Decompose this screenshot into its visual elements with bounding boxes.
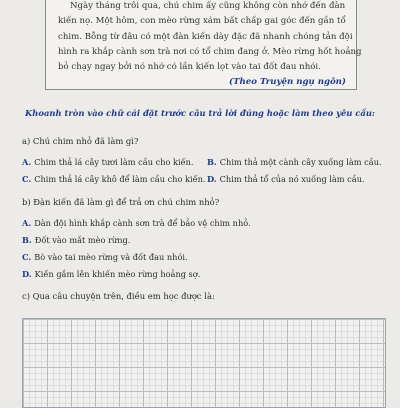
story-line-2: kiến nọ. Một hôm, con mèo rừng xám bất chấp gai góc đến gần tổ bbox=[58, 16, 346, 27]
question-a-option-a[interactable] bbox=[22, 157, 194, 167]
story-line-5: bỏ chạy ngay bởi nó nhớ có lần kiến lọt vào tai đốt đau nhói. bbox=[58, 62, 321, 73]
answer-grid[interactable] bbox=[22, 318, 386, 408]
option-text: Chim thả một cành cây xuống làm cầu. bbox=[219, 157, 382, 167]
option-text: Chim thả lá cây tươi làm cầu cho kiến. bbox=[34, 157, 194, 167]
option-letter: C. bbox=[22, 174, 32, 184]
story-line-4: hình ra khắp cành sơn trà nơi có tổ chim đang ở. Mèo rừng hốt hoảng bbox=[58, 46, 362, 57]
option-letter: D. bbox=[207, 174, 217, 184]
question-b-option-b[interactable] bbox=[22, 235, 130, 245]
story-box bbox=[45, 0, 362, 90]
option-letter: B. bbox=[22, 235, 32, 245]
question-a-option-d[interactable] bbox=[207, 174, 365, 184]
option-letter: C. bbox=[22, 252, 32, 262]
question-b-option-a[interactable] bbox=[22, 218, 251, 228]
question-a-option-c[interactable] bbox=[22, 174, 205, 184]
story-line-1: Ngày tháng trôi qua, chú chim ấy cũng không còn nhớ đến đàn bbox=[70, 1, 346, 11]
option-text: Kiến gắm lên khiến mèo rừng hoảng sợ. bbox=[34, 269, 201, 279]
story-source: (Theo Truyện ngụ ngôn) bbox=[229, 77, 346, 88]
question-b-option-d[interactable] bbox=[22, 269, 200, 279]
option-letter: A. bbox=[22, 218, 32, 228]
option-text: Đốt vào mắt mèo rừng. bbox=[34, 235, 131, 245]
option-text: Chim thả tổ của nó xuống làm cầu. bbox=[219, 174, 365, 184]
option-text: Chim thả lá cây khô để làm cầu cho kiến. bbox=[34, 174, 206, 184]
question-c-prompt: c) Qua câu chuyện trên, điều em học được là: bbox=[22, 291, 215, 301]
option-letter: B. bbox=[207, 157, 217, 167]
question-a-prompt: a) Chú chim nhỏ đã làm gì? bbox=[22, 136, 139, 146]
option-letter: D. bbox=[22, 269, 32, 279]
instruction-text: Khoanh tròn vào chữ cái đặt trước câu trả lời đúng hoặc làm theo yêu cầu: bbox=[24, 108, 376, 118]
option-letter: A. bbox=[22, 157, 32, 167]
option-text: Dàn đội hình khắp cành sơn trà để bảo vệ chim nhỏ. bbox=[34, 218, 251, 228]
question-b-prompt: b) Đàn kiến đã làm gì để trả ơn chú chim nhỏ? bbox=[22, 197, 220, 207]
question-b-option-c[interactable] bbox=[22, 252, 188, 262]
option-text: Bò vào tai mèo rừng và đốt đau nhói. bbox=[34, 252, 188, 262]
question-a-option-b[interactable] bbox=[207, 157, 382, 167]
story-line-3: chim. Bỗng từ đâu có một đàn kiến dày đặc đã nhanh chóng tản đội bbox=[58, 31, 353, 42]
